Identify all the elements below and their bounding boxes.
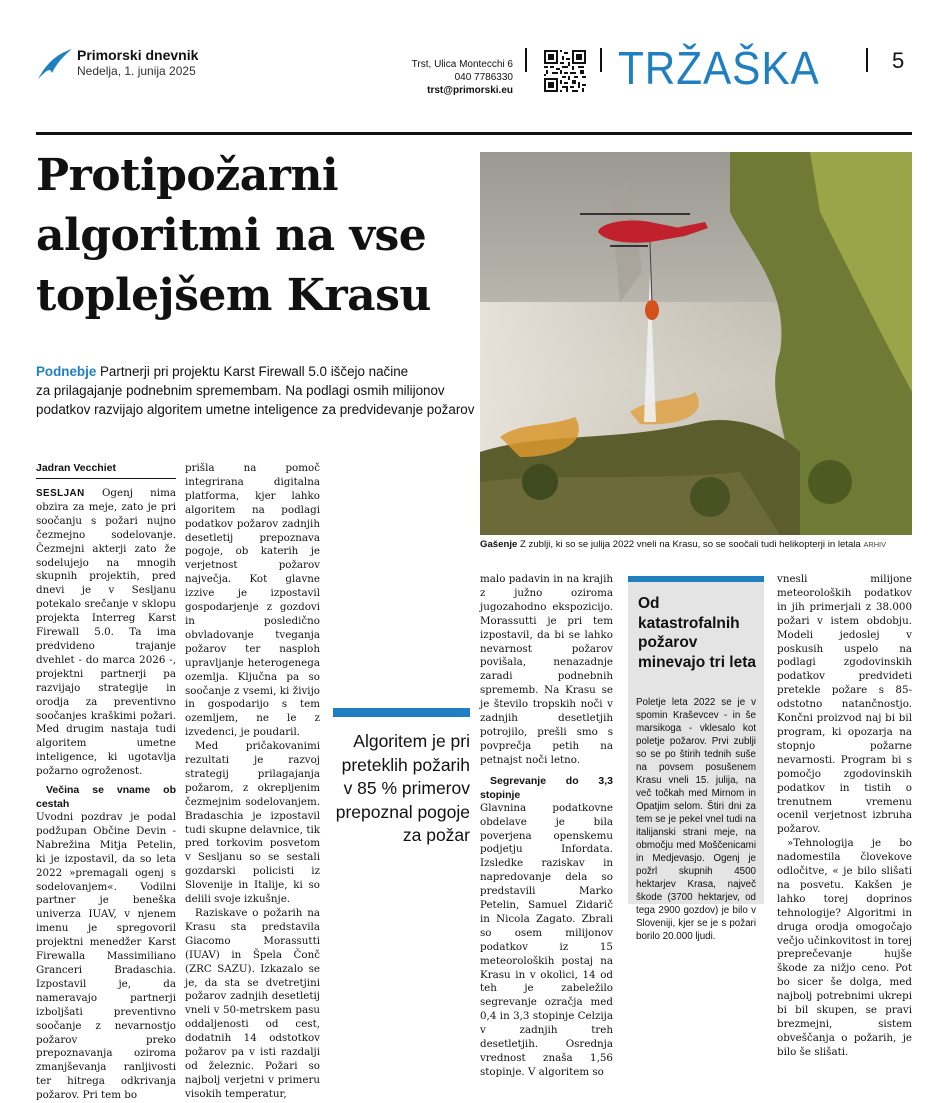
paper-name: Primorski dnevnik: [77, 47, 199, 63]
paragraph: prišla na pomoč integrirana digitalna platforma, kjer lahko algoritem na podlagi podatkov požarov zadnjih desetletij prepoznava pogoje, ob katerih je verjetnost požarov največja. Kot glavne izzive je izpostavil gospodarjenje z gozdovi in posledično obvladovanje tveganja požarov ter nasploh upravljanje heterogenega ozemlja. Ključna pa so soočanje z vsemi, ki živijo in gospodarijo s tem ozemljem, ne le z izvedenci, je poudaril.: [185, 462, 320, 739]
lead-text: Partnerji pri projektu Karst Firewall 5.0 iščejo načine: [100, 364, 409, 379]
sidebar-box: [628, 576, 764, 942]
paragraph: malo padavin in na krajih z južno oziroma jugozahodno ekspozicijo. Morassutti je pri tem izpostavil, da bi se lahko nevarnost požarov povišala, nenazadnje zaradi podnebnih sprememb. Na Krasu se je število tropskih noči v zadnjih desetletjih potrojilo, prešli smo s povprečja petih na petnajst noči letno.: [480, 573, 613, 766]
section-title: TRŽAŠKA: [618, 42, 820, 94]
address: Trst, Ulica Montecchi 6: [411, 59, 513, 70]
caption-text: Z zublji, ki so se julija 2022 vneli na Krasu, so se soočali tudi helikopterji in letala: [520, 539, 861, 550]
article-column-3: [480, 573, 613, 1078]
photo-caption: [480, 539, 920, 551]
seagull-logo-icon: [36, 45, 74, 83]
dateline: SESLJAN: [36, 488, 85, 499]
paragraph: »Tehnologija je bo nadomestila človekove odločitve, « je bilo slišati na posvetu. Kakšen je lahko torej doprinos tehnologije? Algoritmi in druga orodja omogočajo večjo učinkovitost in torej preprečevanje hujše škode za nižjo ceno. Pot bo sicer še dolga, med najbolj potrebnimi ukrepi bi bil skupen, se pravi brezmejni, sistem obveščanja o požarih, je bilo še slišati.: [777, 837, 912, 1058]
pull-quote: Algoritem je pri preteklih požarih v 85 % primerov prepoznal pogoje za požar: [335, 731, 470, 845]
paragraph: Glavnina podatkovne obdelave je bila poverjena openskemu podjetju Infordata. Izsledke raziskav in napredovanje dela so predstavili Marko Petelin, Samuel Zidarič in Nicola Zagato. Zbrali so osem milijonov podatkov iz 15 meteoroloških postaj na Krasu in v okolici, 14 od teh je zabeležilo segrevanje ozračja med 0,4 in 3,3 stopinje Celzija v zadnjih treh desetletjih. Osrednja vrednost znaša 1,56 stopinje. V algoritem so: [480, 801, 613, 1078]
divider: [525, 48, 527, 72]
lead: [36, 362, 476, 419]
article-column-1: [36, 487, 176, 1102]
paragraph: Med pričakovanimi rezultati je razvoj strategij prilagajanja požarom, z okrepljenim čezmejnim sodelovanjem. Bradaschia je izpostavil tudi skupne delavnice, tik pred torkovim posvetom v Sesljanu so se sestali gozdarski policisti iz Slovenije in Italije, ki so delili svoje izkušnje.: [185, 740, 320, 906]
author-byline: Jadran Vecchiet: [36, 462, 116, 474]
masthead-rule: [36, 132, 912, 135]
phone: 040 7786330: [454, 72, 513, 83]
sidebar-text: Poletje leta 2022 se je v spomin Kraševcev - in še marsikoga - vklesalo kot poletje požarov. Prvi zublji so se po štirih tednih suše na povsem posušenem Krasu vneli 15. julija, na več točkah med Mirnom in Opatjim selom. Štiri dni za tem se je pekel vnel tudi na italijanski strani meje, na območju med Moščenicami in Medjevasjo. Ogenj je požrl skupnih 4500 hektarjev Krasa, največ škode (3700 hektarjev, od tega 2900 gozdov) je bilo v Sloveniji, kjer se je s požari borilo 20.000 ljudi.: [636, 697, 756, 942]
masthead: [0, 0, 949, 130]
page-number: 5: [892, 48, 905, 73]
sidebar-title: Od katastrofalnih požarov minevajo tri leta: [638, 595, 757, 671]
paragraph: Raziskave o požarih na Krasu sta predstavila Giacomo Morassutti (IUAV) in Špela Čonč (ZRC SAZU). Izkazalo se je, da sta se dvetretjini požarov zadnjih desetletij vneli v 50-metrskem pasu oddaljenosti od cest, dodatnih 14 odstotkov požarov pa v isti razdalji od železnic. Požari so najbolj verjetni v primeru visokih temperatur,: [185, 907, 320, 1100]
lead-text: za prilagajanje podnebnim spremembam. Na podlagi osmih milijonov: [36, 383, 445, 398]
article-column-2: [185, 462, 320, 1100]
email: trst@primorski.eu: [427, 85, 513, 96]
headline-line: toplejšem Krasu: [36, 270, 431, 321]
lead-text: podatkov razvijajo algoritem umetne inteligence za predvidevanje požarov: [36, 402, 475, 417]
paragraph: vnesli milijone meteoroloških podatkov in jih primerjali z 38.000 požari v istem obdobju. Modeli jedoslej v poskusih uspelo na podlagi zgodovinskih podatkov predvideti pretekle požare s 85-odstotno natančnostjo. Končni proizvod naj bi bil program, ki opozarja na stopnjo požarne nevarnosti. Program bi s pomočjo zgodovinskih podatkov in tistih o trenutnem vremenu ocenil verjetnost izbruha požarov.: [777, 573, 912, 836]
kicker: Podnebje: [36, 364, 97, 379]
paragraph: Uvodni pozdrav je podal podžupan Občine Devin - Nabrežina Mitja Petelin, ki je izpostavil, da so leta 2022 »premagali ogenj s sodelovanjem«. Vodilni partner je beneška univerza IUAV, v njenem imenu je spregovoril projektni menedžer Karst Firewalla Massimiliano Granceri Bradaschia. Izpostavil je, da nameravajo partnerji izboljšati preventivno soočanje z nevarnostjo požarov preko prepoznavanja oziroma zmanjševanja ranljivosti ter hitrega odkrivanja požarov. Pri tem bo: [36, 811, 176, 1102]
subheading: Večina se vname ob cestah: [36, 784, 176, 811]
wildfire-photo: [480, 152, 912, 535]
headline-line: Protipožarni: [36, 150, 339, 201]
subheading: Segrevanje do 3,3 stopinje: [480, 774, 613, 801]
pull-quote-bar: [333, 708, 470, 717]
divider: [866, 48, 868, 72]
byline-rule: [36, 478, 176, 479]
divider: [600, 48, 602, 72]
headline: [36, 146, 476, 326]
paragraph: Ogenj nima obzira za meje, zato je pri soočanju s požari nujno čezmejno sodelovanje. Čezmejni akterji zato že sodelujejo na mnogih skupnih projektih, pred dnevi je v Sesljanu potekalo srečanje v sklopu projekta Interreg Karst Firewall 5.0. Ta ima predvideno trajanje dvehlet - do marca 2026 -, projektni partnerji pa razvijajo strategije in orodja za preventivno soočanjes kraškimi požari. Med drugim nastaja tudi algoritem umetne inteligence, ki ugotavlja požarno ogroženost.: [36, 487, 176, 778]
headline-line: algoritmi na vse: [36, 210, 427, 261]
article-column-4: [777, 573, 912, 1058]
caption-label: Gašenje: [480, 539, 518, 550]
qr-code-icon: [544, 50, 586, 92]
issue-date: Nedelja, 1. junija 2025: [77, 64, 196, 78]
photo-credit: ARHIV: [863, 540, 887, 549]
